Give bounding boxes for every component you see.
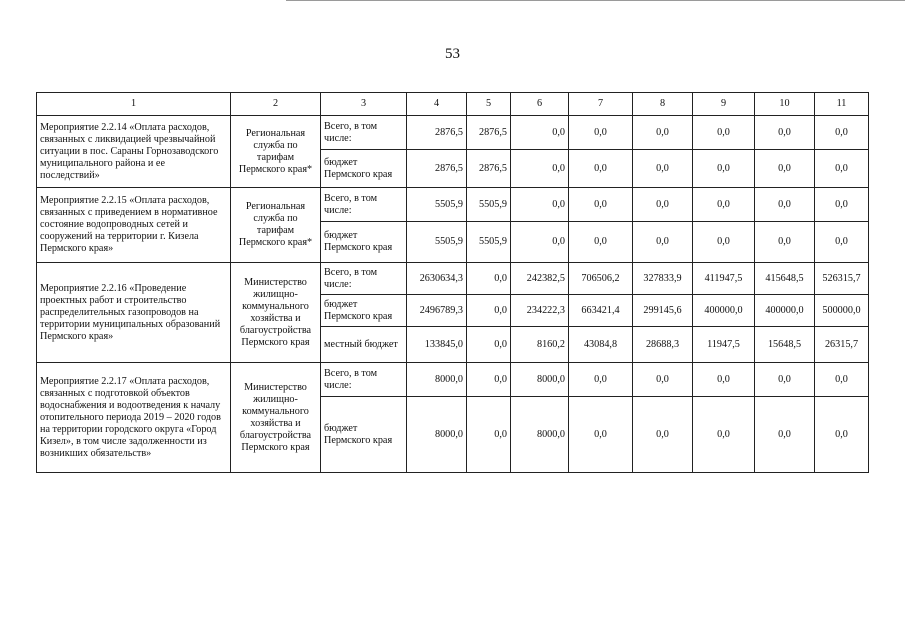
amount-cell: 0,0 [755,363,815,397]
amount-cell: 400000,0 [755,295,815,327]
column-header: 7 [569,93,633,116]
measure-name: Мероприятие 2.2.15 «Оплата расходов, связанных с приведением в нормативное состояние водопроводных сетей и сооружений на территории г. Кизела Пермского края» [37,188,231,263]
amount-cell: 0,0 [755,116,815,150]
financing-table [36,92,869,473]
amount-cell: 133845,0 [407,327,467,363]
amount-cell: 0,0 [633,222,693,263]
executor-name: Министерство жилищно-коммунального хозяйства и благоустройства Пермского края [231,363,321,473]
amount-cell: 415648,5 [755,263,815,295]
funding-source: бюджет Пермского края [321,150,407,188]
amount-cell: 5505,9 [467,188,511,222]
amount-cell: 0,0 [569,397,633,473]
column-header: 6 [511,93,569,116]
table-row [37,263,869,295]
amount-cell: 0,0 [633,188,693,222]
column-header: 10 [755,93,815,116]
amount-cell: 26315,7 [815,327,869,363]
amount-cell: 327833,9 [633,263,693,295]
amount-cell: 5505,9 [407,188,467,222]
amount-cell: 242382,5 [511,263,569,295]
amount-cell: 0,0 [815,150,869,188]
funding-source: Всего, в том числе: [321,363,407,397]
amount-cell: 411947,5 [693,263,755,295]
column-header: 8 [633,93,693,116]
amount-cell: 0,0 [467,397,511,473]
table-row [37,188,869,222]
amount-cell: 28688,3 [633,327,693,363]
column-header: 9 [693,93,755,116]
funding-source: Всего, в том числе: [321,188,407,222]
amount-cell: 0,0 [693,363,755,397]
funding-source: бюджет Пермского края [321,222,407,263]
amount-cell: 0,0 [815,222,869,263]
amount-cell: 0,0 [569,363,633,397]
amount-cell: 0,0 [693,188,755,222]
table-row [37,363,869,397]
amount-cell: 0,0 [633,150,693,188]
amount-cell: 0,0 [569,188,633,222]
funding-source: Всего, в том числе: [321,116,407,150]
amount-cell: 15648,5 [755,327,815,363]
top-rule [286,0,905,1]
amount-cell: 0,0 [815,116,869,150]
amount-cell: 0,0 [693,150,755,188]
column-header: 1 [37,93,231,116]
amount-cell: 2876,5 [407,150,467,188]
amount-cell: 2496789,3 [407,295,467,327]
amount-cell: 663421,4 [569,295,633,327]
amount-cell: 706506,2 [569,263,633,295]
amount-cell: 0,0 [511,150,569,188]
amount-cell: 0,0 [693,222,755,263]
amount-cell: 0,0 [511,116,569,150]
table-row [37,116,869,150]
amount-cell: 2876,5 [467,150,511,188]
executor-name: Региональная служба по тарифам Пермского края* [231,116,321,188]
amount-cell: 0,0 [467,327,511,363]
amount-cell: 0,0 [511,222,569,263]
amount-cell: 234222,3 [511,295,569,327]
amount-cell: 0,0 [633,397,693,473]
amount-cell: 0,0 [693,116,755,150]
measure-name: Мероприятие 2.2.14 «Оплата расходов, связанных с ликвидацией чрезвычайной ситуации в пос. Сараны Горнозаводского муниципального района и ее последствий» [37,116,231,188]
column-header: 11 [815,93,869,116]
funding-source: местный бюджет [321,327,407,363]
measure-name: Мероприятие 2.2.16 «Проведение проектных работ и строительство распределительных газопроводов на территории муниципальных образований Пермского края» [37,263,231,363]
amount-cell: 0,0 [569,150,633,188]
amount-cell: 8000,0 [407,363,467,397]
column-header: 4 [407,93,467,116]
amount-cell: 0,0 [755,397,815,473]
amount-cell: 2876,5 [407,116,467,150]
amount-cell: 8000,0 [407,397,467,473]
amount-cell: 0,0 [569,222,633,263]
amount-cell: 0,0 [693,397,755,473]
amount-cell: 8000,0 [511,397,569,473]
amount-cell: 5505,9 [467,222,511,263]
amount-cell: 0,0 [815,397,869,473]
page-number: 53 [445,46,460,62]
amount-cell: 500000,0 [815,295,869,327]
column-header-row [37,93,869,116]
funding-source: бюджет Пермского края [321,295,407,327]
amount-cell: 0,0 [511,188,569,222]
amount-cell: 0,0 [755,222,815,263]
amount-cell: 0,0 [815,363,869,397]
amount-cell: 526315,7 [815,263,869,295]
amount-cell: 0,0 [467,295,511,327]
amount-cell: 0,0 [755,188,815,222]
amount-cell: 0,0 [633,116,693,150]
amount-cell: 0,0 [467,263,511,295]
funding-source: Всего, в том числе: [321,263,407,295]
funding-source: бюджет Пермского края [321,397,407,473]
amount-cell: 0,0 [633,363,693,397]
executor-name: Министерство жилищно-коммунального хозяйства и благоустройства Пермского края [231,263,321,363]
amount-cell: 8000,0 [511,363,569,397]
executor-name: Региональная служба по тарифам Пермского края* [231,188,321,263]
amount-cell: 299145,6 [633,295,693,327]
measure-name: Мероприятие 2.2.17 «Оплата расходов, связанных с подготовкой объектов водоснабжения и водоотведения к началу отопительного периода 2019 – 2020 годов на территории городского округа «Город Кизел», в том числе задолженности из возникших обязательств» [37,363,231,473]
amount-cell: 0,0 [815,188,869,222]
amount-cell: 11947,5 [693,327,755,363]
amount-cell: 0,0 [569,116,633,150]
amount-cell: 400000,0 [693,295,755,327]
amount-cell: 43084,8 [569,327,633,363]
amount-cell: 2630634,3 [407,263,467,295]
column-header: 5 [467,93,511,116]
column-header: 3 [321,93,407,116]
column-header: 2 [231,93,321,116]
amount-cell: 0,0 [467,363,511,397]
amount-cell: 0,0 [755,150,815,188]
amount-cell: 2876,5 [467,116,511,150]
amount-cell: 5505,9 [407,222,467,263]
amount-cell: 8160,2 [511,327,569,363]
